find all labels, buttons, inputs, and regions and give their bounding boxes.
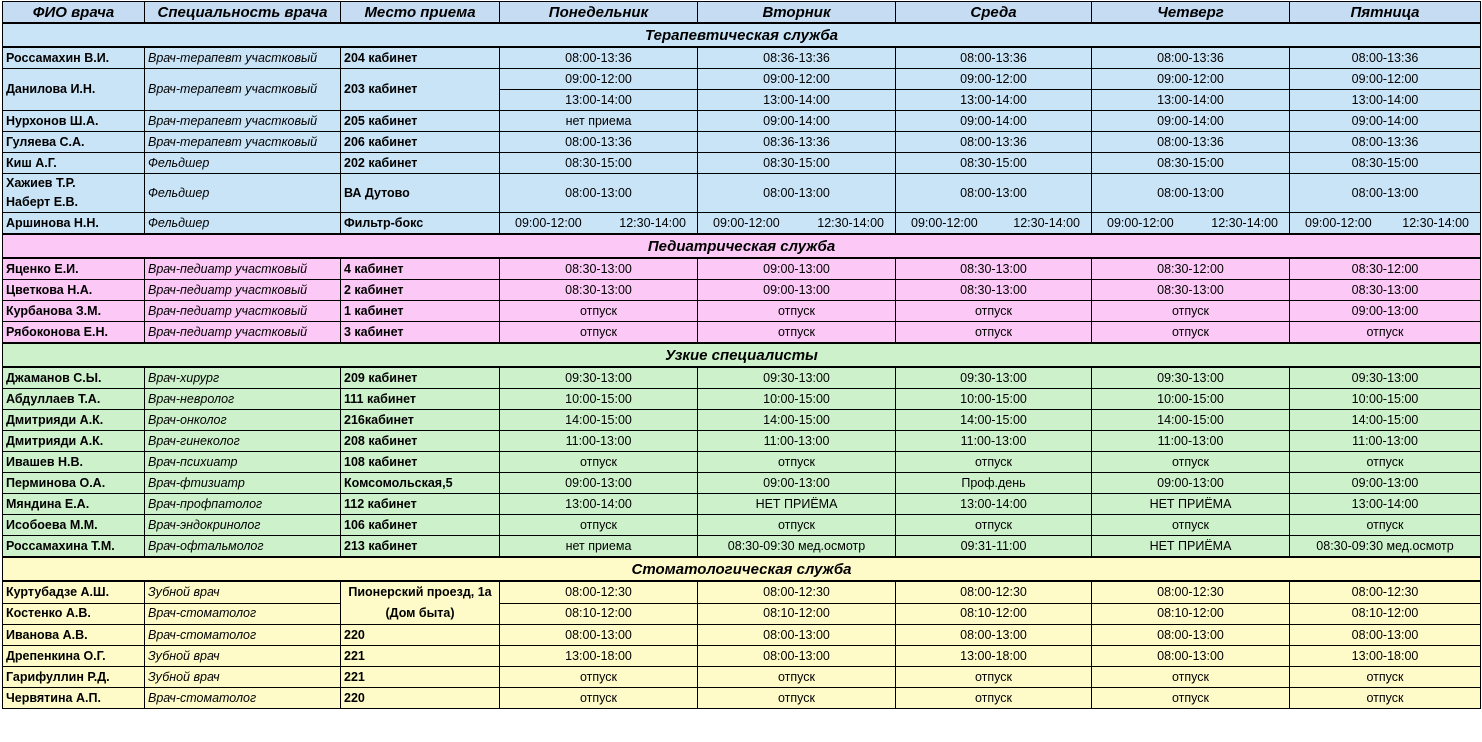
doctor-specialty: Врач-офтальмолог [145,536,341,558]
schedule-cell: отпуск [896,452,1092,473]
doctor-specialty: Врач-стоматолог [145,603,341,625]
doctor-name: Мяндина Е.А. [3,494,145,515]
doctor-name: Дрепенкина О.Г. [3,646,145,667]
doctor-name: Россамахин В.И. [3,47,145,69]
header-monday: Понедельник [500,2,698,24]
schedule-cell: 09:00-12:00 [1092,69,1290,90]
header-thursday: Четверг [1092,2,1290,24]
schedule-cell: Проф.день [896,473,1092,494]
time-pair [701,214,892,233]
schedule-cell: 08:00-13:36 [500,132,698,153]
schedule-cell: 10:00-15:00 [500,389,698,410]
schedule-cell: 09:00-12:00 [698,69,896,90]
section-title: Педиатрическая служба [3,234,1481,258]
doctor-specialty: Зубной врач [145,581,341,603]
schedule-cell: НЕТ ПРИЁМА [698,494,896,515]
table-row [3,536,1481,558]
schedule-cell: отпуск [500,452,698,473]
table-row [3,389,1481,410]
schedule-cell: отпуск [500,688,698,709]
doctor-name: Исобоева М.М. [3,515,145,536]
place-cell: 220 [341,625,500,646]
table-row [3,473,1481,494]
schedule-cell: 13:00-14:00 [500,90,698,111]
schedule-cell: 09:00-14:00 [896,111,1092,132]
schedule-cell: 08:30-15:00 [500,153,698,174]
schedule-cell: 08:00-12:30 [1290,581,1481,603]
schedule-cell: 08:30-12:00 [1092,258,1290,280]
time-slot: 12:30-14:00 [619,215,686,230]
place-cell: 221 [341,667,500,688]
doctor-name: Цветкова Н.А. [3,280,145,301]
doctor-name: Курбанова З.М. [3,301,145,322]
schedule-cell: нет приема [500,111,698,132]
schedule-cell: 09:00-12:00 [500,69,698,90]
place-line: (Дом быта) [385,606,455,620]
schedule-cell: 09:00-12:00 [1290,69,1481,90]
place-cell: 213 кабинет [341,536,500,558]
schedule-cell: 11:00-13:00 [896,431,1092,452]
schedule-cell: 14:00-15:00 [698,410,896,431]
schedule-cell: 08:30-09:30 мед.осмотр [1290,536,1481,558]
schedule-cell: 08:30-13:00 [896,258,1092,280]
schedule-cell: 08:00-13:36 [896,47,1092,69]
doctor-specialty: Врач-психиатр [145,452,341,473]
time-slot: 09:00-12:00 [911,215,978,230]
schedule-cell: отпуск [698,667,896,688]
schedule-cell: 08:10-12:00 [500,603,698,625]
schedule-cell: 14:00-15:00 [1092,410,1290,431]
schedule-cell: 08:00-13:00 [698,174,896,213]
place-cell: 4 кабинет [341,258,500,280]
schedule-cell: 08:00-13:00 [1092,174,1290,213]
schedule-cell: 08:30-15:00 [698,153,896,174]
place-cell: 112 кабинет [341,494,500,515]
schedule-cell: 09:00-14:00 [1092,111,1290,132]
schedule-cell: отпуск [500,515,698,536]
schedule-cell: 09:00-14:00 [698,111,896,132]
doctor-specialty: Врач-терапевт участковый [145,111,341,132]
schedule-cell: 08:10-12:00 [1092,603,1290,625]
schedule-cell: НЕТ ПРИЁМА [1092,536,1290,558]
place-cell [341,581,500,625]
schedule-cell: 08:00-13:00 [500,625,698,646]
schedule-cell: 13:00-14:00 [698,90,896,111]
table-header [3,2,1481,24]
time-slot: 09:00-12:00 [515,215,582,230]
doctor-name: Нурхонов Ш.А. [3,111,145,132]
doctor-specialty: Врач-эндокринолог [145,515,341,536]
schedule-cell: 13:00-14:00 [896,90,1092,111]
schedule-cell: 14:00-15:00 [1290,410,1481,431]
schedule-cell: 08:30-13:00 [500,280,698,301]
schedule-cell: отпуск [896,667,1092,688]
schedule-cell: 13:00-14:00 [500,494,698,515]
time-pair [899,214,1088,233]
schedule-cell: отпуск [1290,515,1481,536]
doctor-name: Куртубадзе А.Ш. [3,581,145,603]
section-header-row [3,234,1481,258]
schedule-cell: 09:00-13:00 [1290,301,1481,322]
table-row [3,431,1481,452]
schedule-cell: 13:00-14:00 [1290,494,1481,515]
schedule-cell: 08:00-12:30 [896,581,1092,603]
doctor-name: Ивашев Н.В. [3,452,145,473]
schedule-cell: 09:00-13:00 [698,280,896,301]
schedule-cell: отпуск [698,301,896,322]
doctor-name: Наберт Е.В. [6,195,79,209]
schedule-cell: 13:00-18:00 [1290,646,1481,667]
schedule-cell: 13:00-14:00 [1290,90,1481,111]
table-row [3,667,1481,688]
schedule-cell: отпуск [1092,515,1290,536]
header-tuesday: Вторник [698,2,896,24]
schedule-cell [698,213,896,235]
doctor-specialty: Зубной врач [145,667,341,688]
table-row [3,688,1481,709]
table-row [3,625,1481,646]
doctor-name: Джаманов С.Ы. [3,367,145,389]
table-row [3,213,1481,235]
time-slot: 09:00-12:00 [1305,215,1372,230]
table-row [3,494,1481,515]
schedule-cell: 10:00-15:00 [1290,389,1481,410]
schedule-cell: отпуск [500,667,698,688]
doctor-specialty: Врач-терапевт участковый [145,132,341,153]
schedule-cell: 08:30-09:30 мед.осмотр [698,536,896,558]
schedule-cell: 13:00-14:00 [1092,90,1290,111]
doctor-specialty: Врач-педиатр участковый [145,301,341,322]
header-place: Место приема [341,2,500,24]
schedule-cell: отпуск [896,515,1092,536]
schedule-cell: 08:00-13:36 [1290,132,1481,153]
doctor-name: Рябоконова Е.Н. [3,322,145,344]
doctor-name: Перминова О.А. [3,473,145,494]
table-row [3,258,1481,280]
schedule-cell: 09:00-13:00 [1290,473,1481,494]
place-cell: 1 кабинет [341,301,500,322]
doctor-name: Аршинова Н.Н. [3,213,145,235]
schedule-cell: 09:30-13:00 [1092,367,1290,389]
table-row [3,174,1481,213]
schedule-cell: 10:00-15:00 [1092,389,1290,410]
doctor-specialty: Фельдшер [145,153,341,174]
table-row [3,646,1481,667]
schedule-cell: 09:00-13:00 [698,258,896,280]
schedule-cell: 09:30-13:00 [698,367,896,389]
schedule-cell: 08:30-13:00 [1092,280,1290,301]
schedule-cell [896,213,1092,235]
place-cell: 220 [341,688,500,709]
place-cell: 204 кабинет [341,47,500,69]
schedule-cell: 08:30-13:00 [896,280,1092,301]
place-cell: 111 кабинет [341,389,500,410]
time-slot: 12:30-14:00 [817,215,884,230]
doctor-name: Гуляева С.А. [3,132,145,153]
time-slot: 12:30-14:00 [1402,215,1469,230]
schedule-cell: 14:00-15:00 [896,410,1092,431]
schedule-cell: 08:10-12:00 [1290,603,1481,625]
place-cell: 205 кабинет [341,111,500,132]
doctor-specialty: Врач-терапевт участковый [145,69,341,111]
schedule-cell: 08:00-13:00 [896,174,1092,213]
schedule-cell: 08:30-15:00 [1092,153,1290,174]
schedule-cell: отпуск [1092,301,1290,322]
table-row [3,301,1481,322]
doctor-specialty: Врач-педиатр участковый [145,280,341,301]
schedule-cell: нет приема [500,536,698,558]
schedule-cell: отпуск [1290,322,1481,344]
place-cell: 208 кабинет [341,431,500,452]
place-cell: 206 кабинет [341,132,500,153]
time-slot: 09:00-12:00 [713,215,780,230]
schedule-cell: 08:00-13:00 [698,646,896,667]
table-row [3,280,1481,301]
schedule-cell: 09:30-13:00 [1290,367,1481,389]
doctor-name-cell [3,174,145,213]
schedule-cell: 09:00-13:00 [500,473,698,494]
section-title: Узкие специалисты [3,343,1481,367]
table-row [3,47,1481,69]
table-row [3,515,1481,536]
doctor-name: Костенко А.В. [3,603,145,625]
schedule-cell: НЕТ ПРИЁМА [1092,494,1290,515]
doctor-specialty: Врач-терапевт участковый [145,47,341,69]
schedule-cell: 11:00-13:00 [1092,431,1290,452]
schedule-cell [1092,213,1290,235]
schedule-cell: 11:00-13:00 [1290,431,1481,452]
header-wednesday: Среда [896,2,1092,24]
schedule-cell: отпуск [1290,667,1481,688]
table-row [3,132,1481,153]
doctor-name: Киш А.Г. [3,153,145,174]
doctor-name: Дмитрияди А.К. [3,410,145,431]
schedule-cell: 09:00-13:00 [1092,473,1290,494]
section-title: Терапевтическая служба [3,23,1481,47]
doctor-name: Дмитрияди А.К. [3,431,145,452]
doctor-specialty: Врач-стоматолог [145,688,341,709]
schedule-cell: отпуск [500,301,698,322]
schedule-cell: 08:30-13:00 [500,258,698,280]
schedule-cell: отпуск [1092,452,1290,473]
doctor-name: Иванова А.В. [3,625,145,646]
section-header-row [3,343,1481,367]
time-pair [503,214,694,233]
schedule-cell: отпуск [1092,667,1290,688]
schedule-cell: 08:00-13:00 [1092,646,1290,667]
schedule-cell: 11:00-13:00 [500,431,698,452]
doctor-specialty: Фельдшер [145,174,341,213]
schedule-cell: 09:00-12:00 [896,69,1092,90]
schedule-cell: 08:10-12:00 [896,603,1092,625]
schedule-cell: 08:00-13:36 [1290,47,1481,69]
schedule-cell: 08:36-13:36 [698,132,896,153]
schedule-cell: 08:00-13:36 [896,132,1092,153]
section-title: Стоматологическая служба [3,557,1481,581]
doctor-specialty: Врач-онколог [145,410,341,431]
header-specialty: Специальность врача [145,2,341,24]
schedule-cell: 14:00-15:00 [500,410,698,431]
doctor-specialty: Фельдшер [145,213,341,235]
place-cell: 202 кабинет [341,153,500,174]
schedule-cell: отпуск [698,515,896,536]
time-slot: 12:30-14:00 [1013,215,1080,230]
schedule-cell: 13:00-18:00 [500,646,698,667]
doctor-specialty: Зубной врач [145,646,341,667]
doctor-name: Червятина А.П. [3,688,145,709]
schedule-cell: 10:00-15:00 [698,389,896,410]
doctor-specialty: Врач-хирург [145,367,341,389]
schedule-cell: отпуск [1290,452,1481,473]
schedule-cell: 10:00-15:00 [896,389,1092,410]
doctor-name: Хажиев Т.Р. [6,176,76,190]
schedule-cell: отпуск [698,322,896,344]
place-line: Пионерский проезд, 1а [348,585,492,599]
schedule-cell: 13:00-18:00 [896,646,1092,667]
doctor-specialty: Врач-педиатр участковый [145,258,341,280]
schedule-cell: отпуск [698,688,896,709]
schedule-cell: отпуск [896,322,1092,344]
schedule-cell: 09:30-13:00 [896,367,1092,389]
place-cell: Фильтр-бокс [341,213,500,235]
schedule-cell: отпуск [1092,688,1290,709]
schedule-cell: отпуск [896,688,1092,709]
place-cell: 209 кабинет [341,367,500,389]
schedule-cell: отпуск [896,301,1092,322]
schedule-cell: 08:00-12:30 [1092,581,1290,603]
header-row [3,2,1481,24]
place-cell: 216кабинет [341,410,500,431]
section-header-row [3,557,1481,581]
schedule-cell: 08:30-15:00 [1290,153,1481,174]
doctor-specialty: Врач-фтизиатр [145,473,341,494]
doctor-name: Россамахина Т.М. [3,536,145,558]
table-body [3,23,1481,709]
schedule-cell: 08:00-13:00 [1290,174,1481,213]
schedule-cell: 08:00-13:00 [1092,625,1290,646]
schedule-cell: 09:31-11:00 [896,536,1092,558]
table-row [3,410,1481,431]
table-row [3,153,1481,174]
place-cell: 221 [341,646,500,667]
doctor-name: Яценко Е.И. [3,258,145,280]
schedule-cell: 08:30-13:00 [1290,280,1481,301]
schedule-cell: отпуск [500,322,698,344]
doctor-name: Данилова И.Н. [3,69,145,111]
schedule-cell: отпуск [1290,688,1481,709]
time-pair [1095,214,1286,233]
schedule-cell: 08:10-12:00 [698,603,896,625]
header-name: ФИО врача [3,2,145,24]
doctor-specialty: Врач-невролог [145,389,341,410]
table-row [3,322,1481,344]
schedule-cell [1290,213,1481,235]
schedule-cell: 08:00-13:36 [1092,132,1290,153]
schedule-cell: 08:30-12:00 [1290,258,1481,280]
schedule-cell: 13:00-14:00 [896,494,1092,515]
schedule-cell: отпуск [1092,322,1290,344]
schedule-cell: 09:00-14:00 [1290,111,1481,132]
header-friday: Пятница [1290,2,1481,24]
schedule-cell: 08:36-13:36 [698,47,896,69]
schedule-cell: 08:00-13:00 [698,625,896,646]
schedule-cell: 08:30-15:00 [896,153,1092,174]
table-row [3,111,1481,132]
doctor-specialty: Врач-профпатолог [145,494,341,515]
schedule-cell [500,213,698,235]
schedule-table [2,1,1481,709]
place-cell: 3 кабинет [341,322,500,344]
table-row [3,603,1481,625]
schedule-cell: 08:00-12:30 [500,581,698,603]
time-slot: 09:00-12:00 [1107,215,1174,230]
schedule-cell: 09:00-13:00 [698,473,896,494]
table-row [3,452,1481,473]
schedule-cell: 09:30-13:00 [500,367,698,389]
table-row [3,69,1481,90]
doctor-name: Абдуллаев Т.А. [3,389,145,410]
place-cell: ВА Дутово [341,174,500,213]
schedule-cell: 11:00-13:00 [698,431,896,452]
schedule-cell: 08:00-13:00 [1290,625,1481,646]
schedule-cell: 08:00-13:00 [896,625,1092,646]
schedule-cell: 08:00-13:36 [500,47,698,69]
place-cell: 203 кабинет [341,69,500,111]
section-header-row [3,23,1481,47]
time-pair [1293,214,1477,233]
doctor-specialty: Врач-стоматолог [145,625,341,646]
doctor-specialty: Врач-педиатр участковый [145,322,341,344]
schedule-cell: 08:00-13:00 [500,174,698,213]
doctor-specialty: Врач-гинеколог [145,431,341,452]
doctor-name: Гарифуллин Р.Д. [3,667,145,688]
schedule-cell: отпуск [698,452,896,473]
place-cell: Комсомольская,5 [341,473,500,494]
time-slot: 12:30-14:00 [1211,215,1278,230]
place-cell: 108 кабинет [341,452,500,473]
place-cell: 2 кабинет [341,280,500,301]
place-cell: 106 кабинет [341,515,500,536]
schedule-cell: 08:00-12:30 [698,581,896,603]
schedule-cell: 08:00-13:36 [1092,47,1290,69]
table-row [3,581,1481,603]
table-row [3,367,1481,389]
